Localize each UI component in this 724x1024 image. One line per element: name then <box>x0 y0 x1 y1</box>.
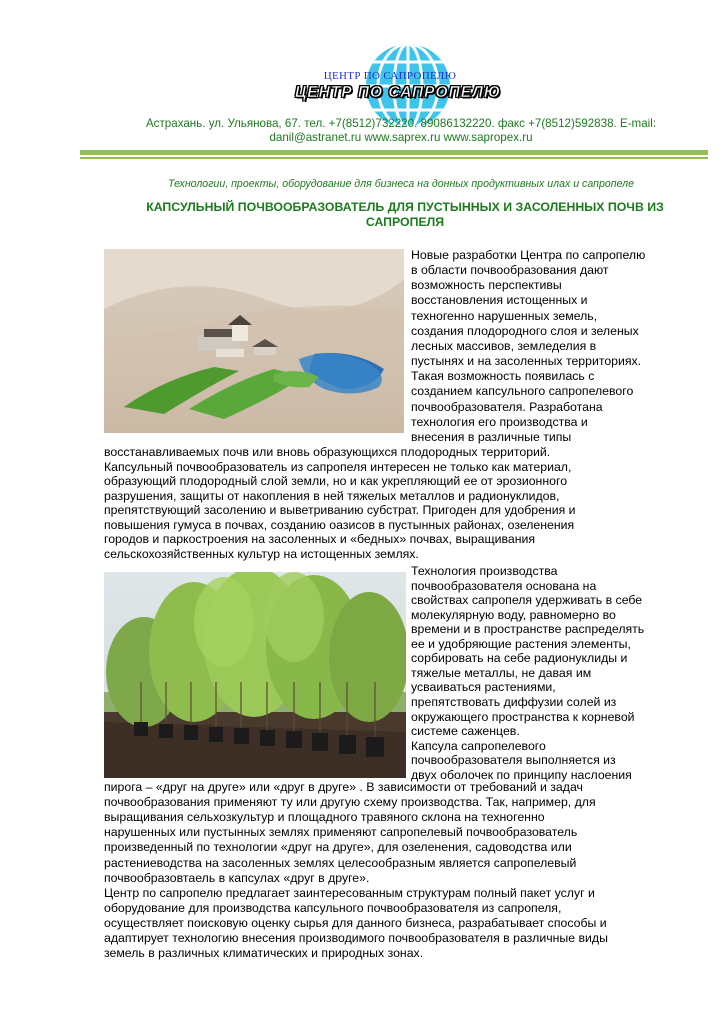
section1-column-line: восстановления истощенных и <box>411 293 588 308</box>
section1-paragraph-line: повышения гумуса в почвах, созданию оазисов в пустынных районах, озеленения <box>104 517 575 532</box>
section2-column-line: системе саженцев. <box>411 724 520 739</box>
section1-paragraph-line: образующий плодородный слой земли, но и как укрепляющий ее от эрозионного <box>104 474 568 488</box>
section2-column-line: двух оболочек по принципу наслоения <box>411 767 632 782</box>
section1-column-line: лесных массивов, земледелия в <box>411 338 597 353</box>
section2-paragraph-line: выращивания сельхозкультур и площадного травяного склона на техногенно <box>104 810 545 825</box>
section1-paragraph-line: восстанавливаемых почв или вновь образующихся плодородных территорий. <box>104 445 551 459</box>
section2-paragraph-line: Центр по сапропелю предлагает заинтересованным структурам полный пакет услуг и <box>104 885 595 900</box>
section2-paragraph-line: произведенный по технологии «друг на друге», для озеленения, садоводства или <box>104 840 572 855</box>
section1-paragraph-line: сельскохозяйственных культур на истощенных землях. <box>104 546 419 561</box>
section2-column-line: времени и в пространстве распределять <box>411 622 645 637</box>
contacts-line-2: danil@astranet.ru www.saprex.ru www.sapropex.ru <box>269 131 533 144</box>
section2-paragraph-line: осуществляет поисковую оценку сырья для данного бизнеса, разрабатывает способы и <box>104 915 607 930</box>
section2-column-line: окружающего пространства к корневой <box>411 709 635 724</box>
headline-line-1: КАПСУЛЬНЫЙ ПОЧВООБРАЗОВАТЕЛЬ ДЛЯ ПУСТЫННЫХ И ЗАСОЛЕННЫХ ПОЧВ ИЗ <box>146 200 664 214</box>
section2-column-line: почвообразователя основана на <box>411 578 597 593</box>
section2-paragraph-line: пирога – «друг на друге» или «друг в друге» . В зависимости от требований и задач <box>104 780 583 794</box>
section1-column-line: внесения в различные типы <box>411 429 572 444</box>
contacts <box>96 117 706 145</box>
section2-column-line: препятствовать диффузии солей из <box>411 694 617 709</box>
tree-saplings-photo <box>104 572 406 778</box>
section2-column-line: молекулярную воду, равномерно во <box>411 607 616 622</box>
section2-column-line: ее и удобряющие растения элементы, <box>411 636 631 651</box>
section2-paragraph-line: оборудование для производства капсульного почвообразователя из сапропеля, <box>104 900 562 915</box>
section1-column-line: технология его производства и <box>411 414 588 429</box>
section2-paragraph-line: земель в различных климатических и природных зонах. <box>104 946 424 961</box>
headline-line-2: САПРОПЕЛЯ <box>365 215 445 229</box>
section2-column-line: почвообразователя выполняется из <box>411 753 616 768</box>
section1-column-line: почвообразователя. Разработана <box>411 399 603 414</box>
section2-column-line: сорбировать на себе радионуклиды и <box>411 651 628 666</box>
section1-column-line: возможность перспективы <box>411 278 562 293</box>
section1-paragraph-line: препятствующий засолению и выветриванию субстрат. Пригоден для удобрения и <box>104 503 576 517</box>
section2-column-line: тяжелые металлы, не давая им <box>411 665 592 680</box>
logo-caption: ЦЕНТР ПО САПРОПЕЛЮ <box>323 70 457 82</box>
header-divider-thin <box>80 157 708 159</box>
section1-column-line: в области почвообразования дают <box>411 263 609 278</box>
desert-oasis-photo <box>104 249 404 433</box>
section2-paragraph-line: почвообразования применяют ту или другую схему производства. Так, например, для <box>104 795 596 810</box>
contacts-line-1: Астрахань. ул. Ульянова, 67. тел. +7(8512)732220. 89086132220. факс +7(8512)592838. E-mail: <box>145 117 657 130</box>
section1-paragraph-line: городов и паркостроения на засоленных и «бедных» почвах, выращивания <box>104 532 536 546</box>
tagline: Технологии, проекты, оборудование для бизнеса на донных продуктивных илах и сапропеле <box>168 178 634 190</box>
section1-column-line: создания плодородного слоя и зеленых <box>411 323 639 338</box>
section1-paragraph-line: разрушения, защиты от накопления в ней тяжелых металлов и радионуклидов, <box>104 488 560 503</box>
section2-paragraph-line: нарушенных или пустынных землях применяют сапропелевый почвообразователь <box>104 825 578 840</box>
section2-column-line: свойствах сапропеля удерживать в себе <box>411 593 643 608</box>
article-headline <box>110 200 700 230</box>
section1-paragraph-line: Капсульный почвообразователь из сапропеля интересен не только как материал, <box>104 459 572 474</box>
logo-title: ЦЕНТР ПО САПРОПЕЛЮ <box>294 84 502 101</box>
section2-paragraph-line: растениеводства на засоленных землях целесообразным является сапропелевый <box>104 855 577 870</box>
section2-paragraph-line: адаптирует технологию внесения производимого почвообразователя в различные виды <box>104 931 608 945</box>
header-divider <box>80 150 708 155</box>
section1-column-line: техногенно нарушенных земель, <box>411 308 598 323</box>
section2-paragraph-line: почвообразовтаель в капсулах «друг в друге». <box>104 870 370 885</box>
section2-column-line: усваиваться растениями, <box>411 680 556 695</box>
section1-column-line: Такая возможность появилась с <box>411 369 595 384</box>
section1-column-line: Новые разработки Центра по сапропелю <box>411 248 646 262</box>
section1-column-line: созданием капсульного сапропелевого <box>411 384 634 399</box>
section1-column-line: пустынях и на засоленных территориях. <box>411 354 642 369</box>
section2-column-line: Технология производства <box>411 564 558 578</box>
section2-column-line: Капсула сапропелевого <box>411 738 546 753</box>
